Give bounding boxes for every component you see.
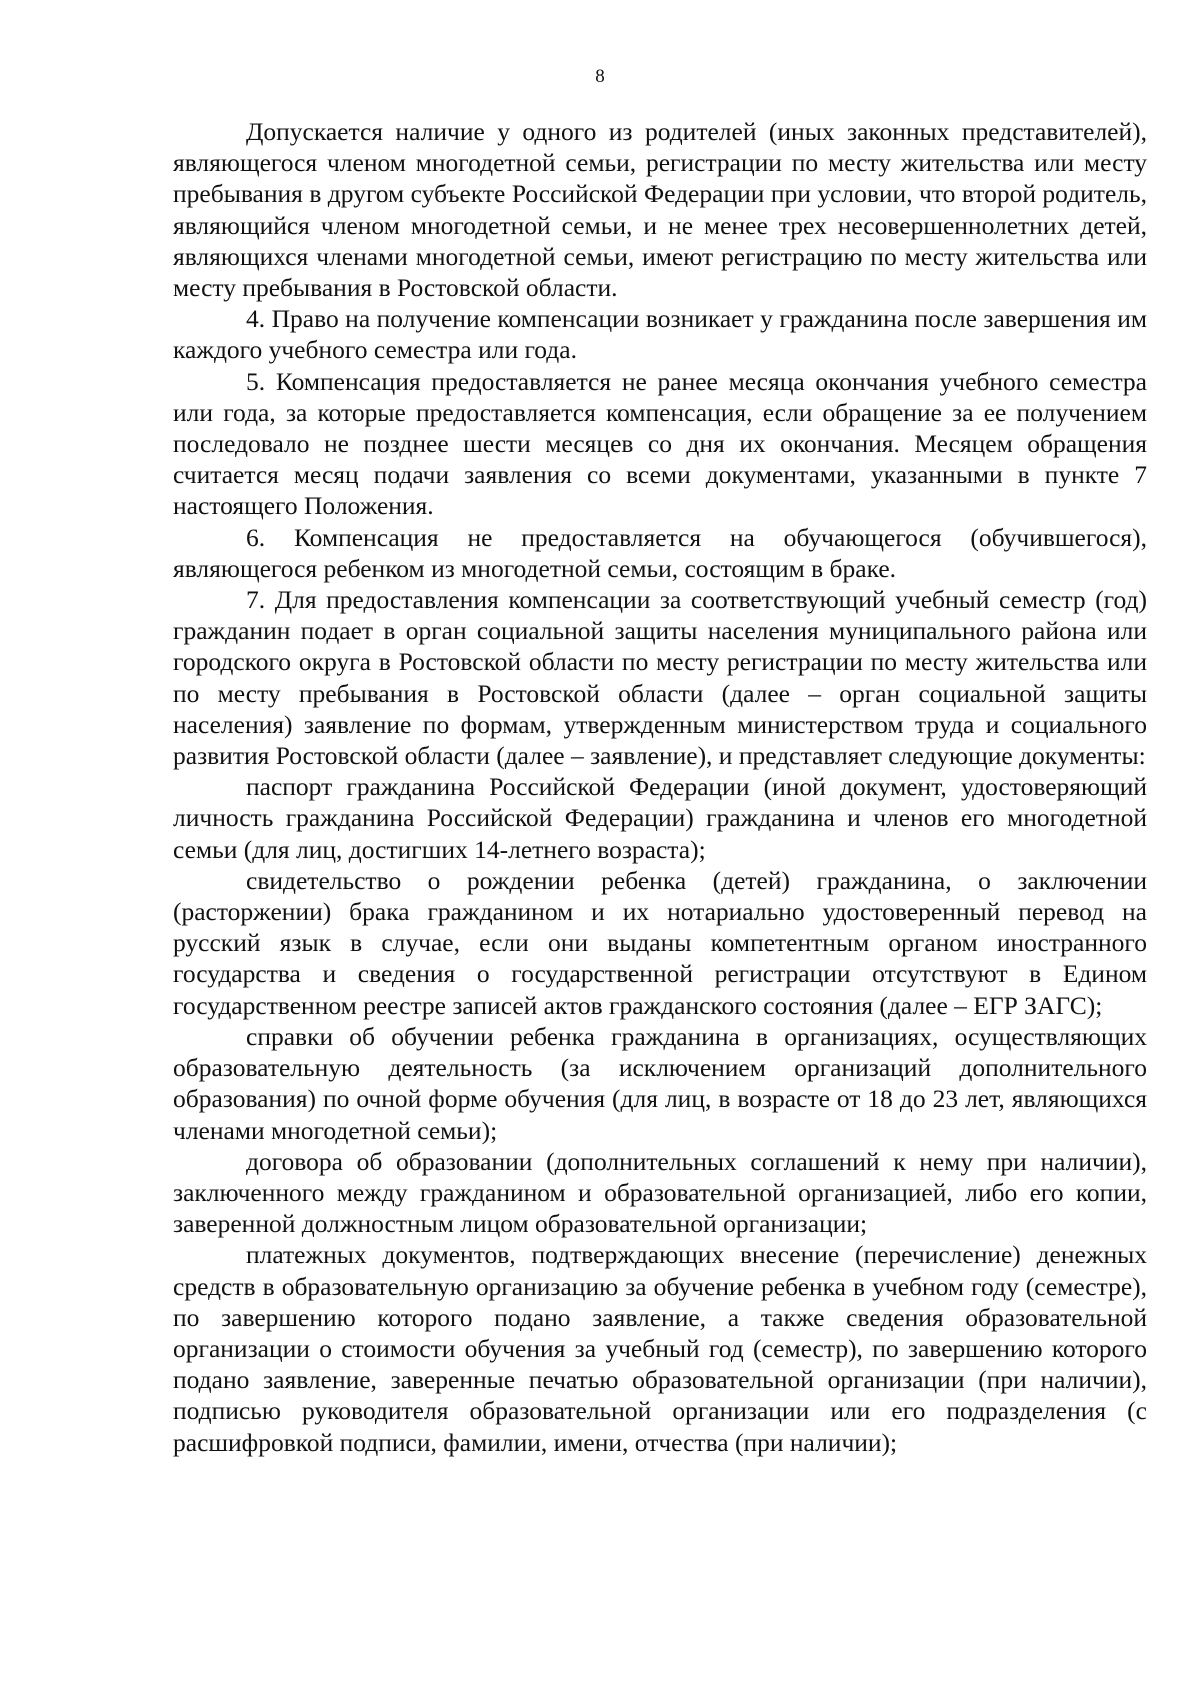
document-list-item-birth-certificate: свидетельство о рождении ребенка (детей) гражданина, о заключении (расторжении) брака гражданином и их нотариально удостоверенный перевод на русский язык в случае, если они выданы компетентным органом иностранного государства и сведения о государственной регистрации отсутствуют в Едином государственном реестре записей актов гражданского состояния (далее – ЕГР ЗАГС); <box>173 865 1147 1020</box>
document-list-item-passport: паспорт гражданина Российской Федерации (иной документ, удостоверяющий личность гражданина Российской Федерации) гражданина и членов его многодетной семьи (для лиц, достигших 14-летнего возраста); <box>173 772 1147 864</box>
paragraph-item-4: 4. Право на получение компенсации возникает у гражданина после завершения им каждого учебного семестра или года. <box>173 304 1147 365</box>
document-list-item-study-certificate: справки об обучении ребенка гражданина в организациях, осуществляющих образовательную деятельность (за исключением организаций дополнительного образования) по очной форме обучения (для лиц, в возрасте от 18 до 23 лет, являющихся членами многодетной семьи); <box>173 1021 1147 1145</box>
document-list-item-education-contract: договора об образовании (дополнительных соглашений к нему при наличии), заключенного между гражданином и образовательной организацией, либо его копии, заверенной должностным лицом образовательной организации; <box>173 1146 1147 1239</box>
page-number: 8 <box>595 66 605 87</box>
paragraph-parent-registration: Допускается наличие у одного из родителей (иных законных представителей), являющегося членом многодетной семьи, регистрации по месту жительства или месту пребывания в другом субъекте Российской Федерации при условии, что второй родитель, являющийся членом многодетной семьи, и не менее трех несовершеннолетних детей, являющихся членами многодетной семьи, имеют регистрацию по месту жительства или месту пребывания в Ростовской области. <box>173 117 1147 303</box>
paragraph-item-6: 6. Компенсация не предоставляется на обучающегося (обучившегося), являющегося ребенком из многодетной семьи, состоящим в браке. <box>173 522 1147 583</box>
paragraph-item-5: 5. Компенсация предоставляется не ранее месяца окончания учебного семестра или года, за которые предоставляется компенсация, если обращение за ее получением последовало не позднее шести месяцев со дня их окончания. Месяцем обращения считается месяц подачи заявления со всеми документами, указанными в пункте 7 настоящего Положения. <box>173 366 1147 521</box>
paragraph-item-7: 7. Для предоставления компенсации за соответствующий учебный семестр (год) гражданин подает в орган социальной защиты населения муниципального района или городского округа в Ростовской области по месту регистрации по месту жительства или по месту пребывания в Ростовской области (далее – орган социальной защиты населения) заявление по формам, утвержденным министерством труда и социального развития Ростовской области (далее – заявление), и представляет следующие документы: <box>173 585 1147 771</box>
document-body <box>173 116 1147 1458</box>
document-list-item-payment-documents: платежных документов, подтверждающих внесение (перечисление) денежных средств в образовательную организацию за обучение ребенка в учебном году (семестре), по завершению которого подано заявление, а также сведения образовательной организации о стоимости обучения за учебный год (семестр), по завершению которого подано заявление, заверенные печатью образовательной организации (при наличии), подписью руководителя образовательной организации или его подразделения (с расшифровкой подписи, фамилии, имени, отчества (при наличии); <box>173 1240 1147 1457</box>
